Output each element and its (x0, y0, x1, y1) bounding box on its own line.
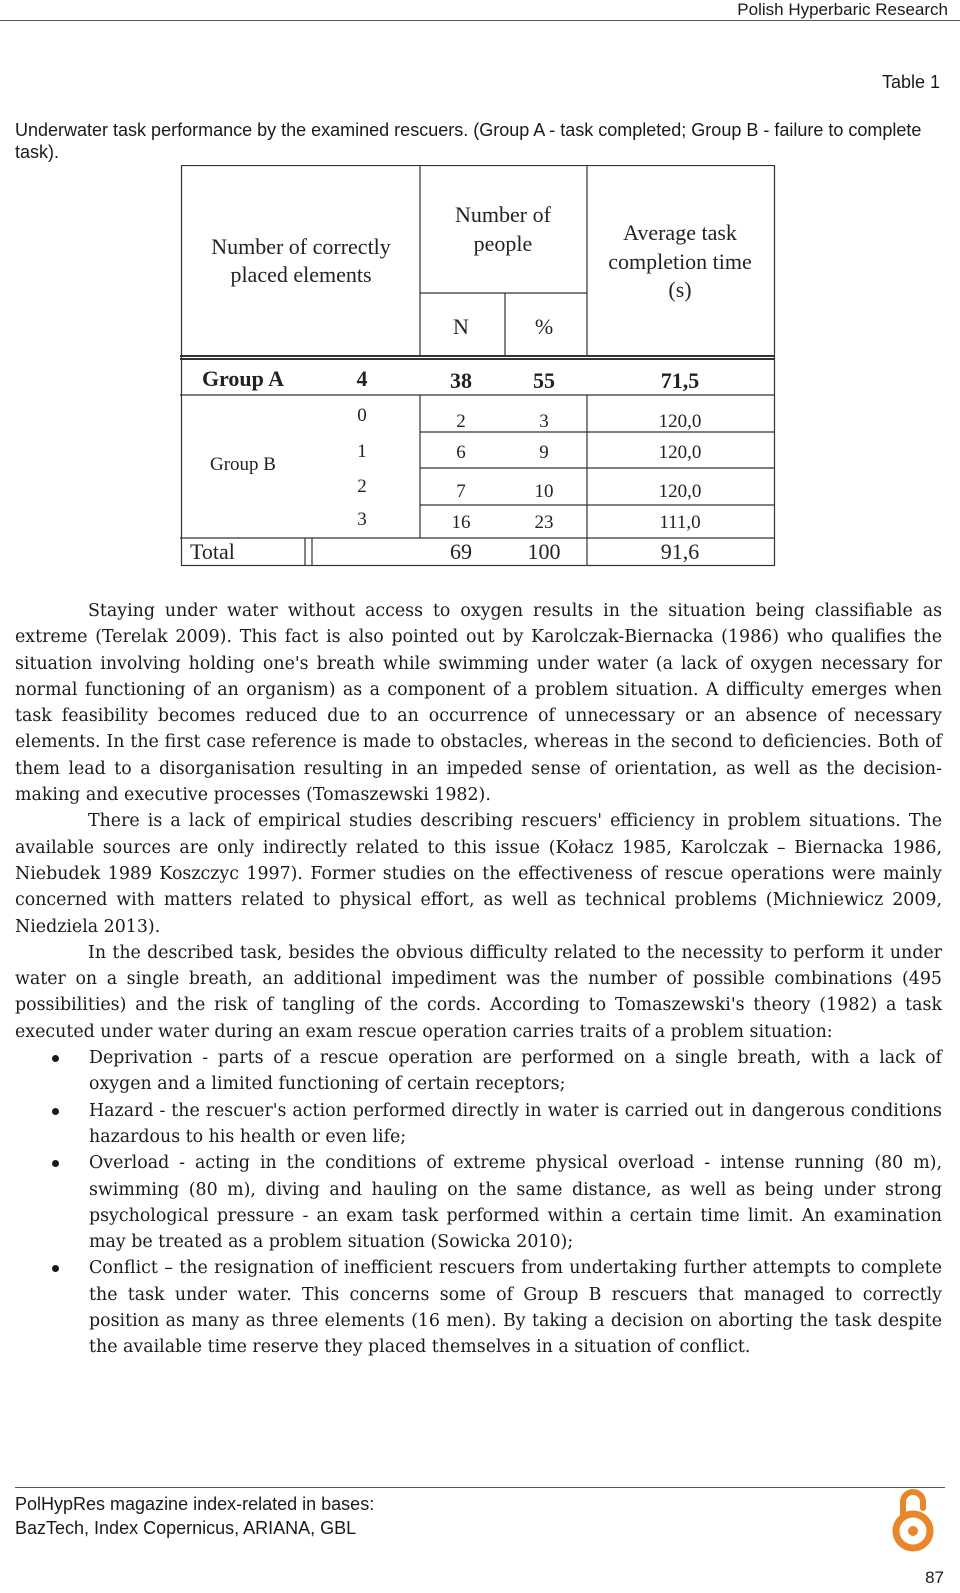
group-b-n-1: 6 (456, 442, 466, 463)
header-people-line2: people (473, 231, 533, 256)
group-b-elements-1: 1 (357, 441, 367, 462)
footer-line-2: BazTech, Index Copernicus, ARIANA, GBL (15, 1518, 357, 1538)
list-item-text: Conflict – the resignation of inefficient rescuers from undertaking further attempts to complete the task under water. This concerns some of Group B rescuers that managed to correctly position as many as three elements (16 men). By taking a decision on aborting the task despite the available time reserve they placed themselves in a situation of conflict. (89, 1258, 942, 1358)
header-n: N (453, 314, 469, 339)
list-item (15, 1098, 942, 1151)
list-item (15, 1150, 942, 1255)
footer-indexing (15, 1492, 374, 1540)
group-b-row-0 (357, 405, 701, 432)
group-b-row-1 (357, 441, 701, 463)
list-item-text: Deprivation - parts of a rescue operation are performed on a single breath, with a lack of oxygen and a limited functioning of certain receptors; (89, 1048, 942, 1095)
group-a-time: 71,5 (660, 368, 700, 393)
footer-line-1: PolHypRes magazine index-related in bases: (15, 1494, 375, 1514)
header-pct: % (534, 314, 554, 339)
results-table (180, 165, 778, 568)
bullet-icon (52, 1108, 59, 1115)
list-item-text: Overload - acting in the conditions of extreme physical overload - intense running (80 m), swimming (80 m), diving and hauling on the same distance, as well as being under strong psychological pressure - an exam task performed within a certain time limit. An examination may be treated as a problem situation (Sowicka 2010); (89, 1153, 942, 1253)
total-time: 91,6 (660, 539, 700, 564)
paragraph-2: There is a lack of empirical studies describing rescuers' efficiency in problem situations. The available sources are only indirectly related to this issue (Kołacz 1985, Karolczak – Biernacka 1986, Niebudek 1989 Koszczyc 1997). Former studies on the effectiveness of rescue operations were mainly concerned with matters related to physical effort, as well as technical problems (Michniewicz 2009, Niedziela 2013). (15, 811, 942, 937)
list-item (15, 1045, 942, 1098)
group-a-n: 38 (450, 368, 472, 393)
list-item-text: Hazard - the rescuer's action performed directly in water is carried out in dangerous conditions hazardous to his health or even life; (89, 1100, 942, 1147)
bullet-icon (52, 1160, 59, 1167)
group-b-n-2: 7 (456, 481, 466, 502)
group-b-elements-3: 3 (357, 509, 367, 530)
running-header (0, 0, 960, 21)
group-b-row-3 (357, 509, 700, 533)
table-caption: Underwater task performance by the examined rescuers. (Group A - task completed; Group B - failure to complete task). (15, 120, 922, 162)
group-b-n-3: 16 (451, 512, 471, 533)
header-time-line3: (s) (668, 277, 692, 302)
article-body (15, 598, 942, 1361)
group-a-pct: 55 (533, 368, 555, 393)
total-n: 69 (450, 539, 472, 564)
group-a-label: Group A (201, 366, 285, 391)
group-b-label: Group B (210, 454, 276, 475)
paragraph-3: In the described task, besides the obvious difficulty related to the necessity to perform it under water on a single breath, an additional impediment was the number of possible combinations (495 possibilities) and the risk of tangling of the cords. According to Tomaszewski's theory (1982) a task executed under water during an exam rescue operation carries traits of a problem situation: (15, 942, 942, 1042)
group-b-time-2: 120,0 (658, 481, 702, 502)
table-number: Table 1 (881, 72, 940, 92)
total-label: Total (190, 539, 235, 564)
bullet-icon (52, 1265, 59, 1272)
journal-name: Polish Hyperbaric Research (737, 0, 948, 19)
group-b-row-2 (357, 476, 701, 502)
paragraph-1: Staying under water without access to oxygen results in the situation being classifiable as extreme (Terelak 2009). This fact is also pointed out by Karolczak-Biernacka (1986) who qualifies the situation involving holding one's breath while swimming under water (a lack of oxygen necessary for normal functioning of an organism) as a component of a problem situation. A difficulty emerges when task feasibility becomes reduced due to an occurrence of unnecessary or an absence of necessary elements. In the first case reference is made to obstacles, whereas in the second to deficiencies. Both of them lead to a disorganisation resulting in an impeded sense of orientation, as well as the decision-making and executive processes (Tomaszewski 1982). (15, 601, 942, 806)
group-b-time-3: 111,0 (659, 512, 701, 533)
group-b-pct-2: 10 (534, 481, 554, 502)
group-b-time-0: 120,0 (658, 411, 702, 432)
group-b-time-1: 120,0 (658, 442, 702, 463)
header-time-line1: Average task (623, 220, 737, 245)
group-b-elements-2: 2 (357, 476, 367, 497)
group-b-pct-3: 23 (534, 512, 554, 533)
group-b-n-0: 2 (456, 411, 466, 432)
footer-divider (15, 1487, 945, 1488)
list-item (15, 1255, 942, 1360)
header-elements-line2: placed elements (230, 262, 372, 287)
group-b-pct-0: 3 (539, 411, 549, 432)
open-access-icon (891, 1486, 935, 1552)
header-people-line1: Number of (455, 202, 551, 227)
bullet-icon (52, 1055, 59, 1062)
group-a-elements: 4 (356, 366, 368, 391)
traits-list (15, 1045, 942, 1361)
group-b-pct-1: 9 (539, 442, 549, 463)
total-pct: 100 (527, 539, 561, 564)
header-elements-line1: Number of correctly (211, 234, 391, 259)
page-number: 87 (925, 1568, 944, 1587)
header-time-line2: completion time (608, 249, 752, 274)
group-b-elements-0: 0 (357, 405, 367, 426)
